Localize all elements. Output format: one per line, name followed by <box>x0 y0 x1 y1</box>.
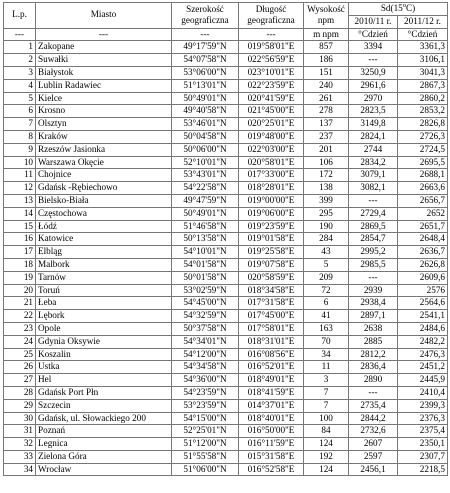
cell-season-1: 3149,8 <box>349 118 398 131</box>
cell-latitude: 54°36'00"N <box>172 374 239 387</box>
header-elevation: Wysokość npm <box>304 3 349 29</box>
cell-longitude: 017°31'58"E <box>239 297 304 310</box>
cell-elevation: 151 <box>304 66 349 79</box>
cell-city: Białystok <box>36 66 172 79</box>
cell-city: Katowice <box>36 233 172 246</box>
cell-longitude: 016°52'58"E <box>239 463 304 476</box>
cell-elevation: 3 <box>304 374 349 387</box>
cell-season-1: 2869,5 <box>349 220 398 233</box>
cell-season-1: 2456,1 <box>349 463 398 476</box>
table-row <box>4 322 448 335</box>
cell-city: Toruń <box>36 284 172 297</box>
cell-lp: 3 <box>4 66 36 79</box>
cell-longitude: 020°58'59"E <box>239 271 304 284</box>
cell-city: Ustka <box>36 361 172 374</box>
cell-city: Koszalin <box>36 348 172 361</box>
cell-city: Malbork <box>36 258 172 271</box>
cell-latitude: 54°01'58"N <box>172 258 239 271</box>
cell-city: Łeba <box>36 297 172 310</box>
cell-latitude: 51°55'58"N <box>172 450 239 463</box>
cell-elevation: 41 <box>304 310 349 323</box>
cell-longitude: 022°03'00"E <box>239 143 304 156</box>
heating-degree-days-table <box>3 2 448 476</box>
cell-longitude: 016°08'56"E <box>239 348 304 361</box>
cell-lp: 30 <box>4 412 36 425</box>
cell-latitude: 49°17'59"N <box>172 41 239 54</box>
cell-latitude: 50°13'58"N <box>172 233 239 246</box>
table-row <box>4 284 448 297</box>
cell-city: Gdynia Oksywie <box>36 335 172 348</box>
cell-elevation: 72 <box>304 284 349 297</box>
cell-season-1: 2823,5 <box>349 105 398 118</box>
cell-elevation: 5 <box>304 258 349 271</box>
unit-season-2: °Cdzień <box>398 28 448 41</box>
table-row <box>4 463 448 476</box>
cell-lp: 27 <box>4 374 36 387</box>
cell-elevation: 7 <box>304 399 349 412</box>
cell-season-2: 3361,3 <box>398 41 448 54</box>
cell-elevation: 163 <box>304 322 349 335</box>
cell-latitude: 50°04'58"N <box>172 130 239 143</box>
cell-latitude: 54°34'58"N <box>172 361 239 374</box>
cell-latitude: 49°47'59"N <box>172 194 239 207</box>
heating-degree-days-table-page <box>3 2 448 476</box>
table-row <box>4 207 448 220</box>
unit-elev: m npm <box>304 28 349 41</box>
cell-season-2: 2648,4 <box>398 233 448 246</box>
cell-season-2: 2626,8 <box>398 258 448 271</box>
cell-season-1: --- <box>349 194 398 207</box>
cell-city: Kielce <box>36 92 172 105</box>
cell-elevation: 34 <box>304 348 349 361</box>
cell-season-1: 2824,1 <box>349 130 398 143</box>
cell-season-2: 2445,9 <box>398 374 448 387</box>
cell-lp: 14 <box>4 207 36 220</box>
cell-season-1: 2885 <box>349 335 398 348</box>
cell-lp: 19 <box>4 271 36 284</box>
table-row <box>4 386 448 399</box>
cell-season-1: 2938,4 <box>349 297 398 310</box>
cell-elevation: 261 <box>304 92 349 105</box>
table-header <box>4 3 448 41</box>
header-season-1: 2010/11 r. <box>349 15 398 28</box>
table-row <box>4 92 448 105</box>
cell-lp: 25 <box>4 348 36 361</box>
unit-city: --- <box>36 28 172 41</box>
cell-city: Wrocław <box>36 463 172 476</box>
cell-season-2: 2564,6 <box>398 297 448 310</box>
cell-elevation: 209 <box>304 271 349 284</box>
table-body <box>4 41 448 476</box>
table-row <box>4 335 448 348</box>
header-longitude: Długość geograficzna <box>239 3 304 29</box>
cell-season-2: 2399,3 <box>398 399 448 412</box>
cell-lp: 12 <box>4 182 36 195</box>
cell-season-2: 2376,3 <box>398 412 448 425</box>
table-row <box>4 182 448 195</box>
cell-longitude: 016°50'00"E <box>239 425 304 438</box>
cell-city: Elbląg <box>36 246 172 259</box>
table-row <box>4 118 448 131</box>
cell-city: Tarnów <box>36 271 172 284</box>
table-row <box>4 258 448 271</box>
cell-latitude: 53°46'01"N <box>172 118 239 131</box>
cell-season-1: 2890 <box>349 374 398 387</box>
cell-city: Bielsko-Biała <box>36 194 172 207</box>
cell-lp: 32 <box>4 438 36 451</box>
cell-latitude: 53°02'59"N <box>172 284 239 297</box>
cell-latitude: 54°22'58"N <box>172 182 239 195</box>
cell-lp: 10 <box>4 156 36 169</box>
cell-season-1: 2597 <box>349 450 398 463</box>
cell-city: Opole <box>36 322 172 335</box>
cell-elevation: 399 <box>304 194 349 207</box>
cell-city: Kraków <box>36 130 172 143</box>
cell-latitude: 52°10'01"N <box>172 156 239 169</box>
cell-longitude: 018°40'01"E <box>239 412 304 425</box>
cell-latitude: 54°23'59"N <box>172 386 239 399</box>
cell-season-1: 3079,1 <box>349 169 398 182</box>
unit-lon: --- <box>239 28 304 41</box>
cell-elevation: 7 <box>304 386 349 399</box>
unit-lat: --- <box>172 28 239 41</box>
cell-season-1: --- <box>349 271 398 284</box>
cell-latitude: 54°34'01"N <box>172 335 239 348</box>
cell-season-1: 2961,6 <box>349 79 398 92</box>
cell-lp: 20 <box>4 284 36 297</box>
cell-elevation: 237 <box>304 130 349 143</box>
cell-city: Szczecin <box>36 399 172 412</box>
cell-longitude: 018°49'01"E <box>239 374 304 387</box>
cell-season-2: 2724,5 <box>398 143 448 156</box>
cell-latitude: 52°25'01"N <box>172 425 239 438</box>
cell-season-1: 2854,7 <box>349 233 398 246</box>
table-row <box>4 361 448 374</box>
table-row <box>4 194 448 207</box>
cell-longitude: 020°58'01"E <box>239 156 304 169</box>
cell-latitude: 49°40'58"N <box>172 105 239 118</box>
units-row <box>4 28 448 41</box>
cell-city: Łódź <box>36 220 172 233</box>
cell-lp: 13 <box>4 194 36 207</box>
table-row <box>4 41 448 54</box>
cell-longitude: 019°01'58"E <box>239 233 304 246</box>
cell-longitude: 021°45'00"E <box>239 105 304 118</box>
cell-city: Zielona Góra <box>36 450 172 463</box>
cell-longitude: 017°33'00"E <box>239 169 304 182</box>
cell-city: Gdańsk -Rębiechowo <box>36 182 172 195</box>
table-row <box>4 246 448 259</box>
cell-latitude: 50°01'58"N <box>172 271 239 284</box>
header-city: Miasto <box>36 3 172 29</box>
cell-latitude: 50°49'01"N <box>172 207 239 220</box>
cell-season-1: 2897,1 <box>349 310 398 323</box>
cell-lp: 6 <box>4 105 36 118</box>
cell-lp: 9 <box>4 143 36 156</box>
cell-latitude: 54°12'00"N <box>172 348 239 361</box>
cell-city: Hel <box>36 374 172 387</box>
cell-season-2: 3041,3 <box>398 66 448 79</box>
cell-longitude: 018°31'01"E <box>239 335 304 348</box>
unit-season-1: °Cdzień <box>349 28 398 41</box>
table-row <box>4 374 448 387</box>
table-row <box>4 143 448 156</box>
cell-longitude: 019°58'01"E <box>239 41 304 54</box>
cell-season-2: 2476,3 <box>398 348 448 361</box>
cell-latitude: 51°06'00"N <box>172 463 239 476</box>
cell-season-2: 2636,7 <box>398 246 448 259</box>
cell-city: Warszawa Okęcie <box>36 156 172 169</box>
cell-longitude: 014°37'01"E <box>239 399 304 412</box>
cell-latitude: 51°12'00"N <box>172 438 239 451</box>
cell-season-2: 2826,8 <box>398 118 448 131</box>
cell-longitude: 019°00'00"E <box>239 194 304 207</box>
cell-lp: 4 <box>4 79 36 92</box>
table-row <box>4 169 448 182</box>
cell-elevation: 137 <box>304 118 349 131</box>
cell-longitude: 019°25'58"E <box>239 246 304 259</box>
cell-latitude: 54°32'59"N <box>172 310 239 323</box>
cell-season-1: 2607 <box>349 438 398 451</box>
cell-city: Chojnice <box>36 169 172 182</box>
cell-season-2: 2663,6 <box>398 182 448 195</box>
cell-latitude: 51°13'01"N <box>172 79 239 92</box>
cell-elevation: 84 <box>304 425 349 438</box>
cell-season-2: 2656,7 <box>398 194 448 207</box>
cell-season-1: --- <box>349 54 398 67</box>
cell-city: Legnica <box>36 438 172 451</box>
cell-season-1: 2844,2 <box>349 412 398 425</box>
cell-elevation: 201 <box>304 143 349 156</box>
table-row <box>4 348 448 361</box>
cell-season-2: 2726,3 <box>398 130 448 143</box>
cell-city: Olsztyn <box>36 118 172 131</box>
cell-longitude: 015°31'58"E <box>239 450 304 463</box>
cell-lp: 28 <box>4 386 36 399</box>
cell-elevation: 172 <box>304 169 349 182</box>
cell-longitude: 019°06'00"E <box>239 207 304 220</box>
cell-lp: 26 <box>4 361 36 374</box>
cell-season-1: --- <box>349 386 398 399</box>
cell-season-2: 2307,7 <box>398 450 448 463</box>
cell-latitude: 53°23'59"N <box>172 399 239 412</box>
cell-season-1: 3250,9 <box>349 66 398 79</box>
cell-lp: 29 <box>4 399 36 412</box>
cell-longitude: 020°25'01"E <box>239 118 304 131</box>
cell-lp: 21 <box>4 297 36 310</box>
cell-elevation: 857 <box>304 41 349 54</box>
header-sd-suffix: C) <box>406 3 416 13</box>
cell-longitude: 017°58'01"E <box>239 322 304 335</box>
table-row <box>4 66 448 79</box>
cell-elevation: 192 <box>304 450 349 463</box>
cell-season-1: 2939 <box>349 284 398 297</box>
cell-season-2: 2688,1 <box>398 169 448 182</box>
cell-season-2: 2651,7 <box>398 220 448 233</box>
cell-longitude: 016°52'01"E <box>239 361 304 374</box>
cell-season-1: 2985,5 <box>349 258 398 271</box>
cell-city: Poznań <box>36 425 172 438</box>
cell-city: Gdańsk Port Płn <box>36 386 172 399</box>
cell-latitude: 54°10'01"N <box>172 246 239 259</box>
cell-season-2: 2853,2 <box>398 105 448 118</box>
cell-season-1: 2970 <box>349 92 398 105</box>
cell-longitude: 020°41'59"E <box>239 92 304 105</box>
cell-latitude: 53°06'00"N <box>172 66 239 79</box>
cell-lp: 1 <box>4 41 36 54</box>
cell-city: Zakopane <box>36 41 172 54</box>
cell-season-2: 2484,6 <box>398 322 448 335</box>
cell-lp: 18 <box>4 258 36 271</box>
header-season-2: 2011/12 r. <box>398 15 448 28</box>
cell-longitude: 016°11'59"E <box>239 438 304 451</box>
cell-season-2: 2541,1 <box>398 310 448 323</box>
cell-longitude: 022°23'59"E <box>239 79 304 92</box>
cell-season-1: 2836,4 <box>349 361 398 374</box>
table-row <box>4 412 448 425</box>
cell-season-2: 2375,4 <box>398 425 448 438</box>
cell-season-2: 2451,2 <box>398 361 448 374</box>
cell-latitude: 50°49'01"N <box>172 92 239 105</box>
cell-lp: 23 <box>4 322 36 335</box>
cell-season-1: 2735,4 <box>349 399 398 412</box>
cell-lp: 34 <box>4 463 36 476</box>
cell-season-1: 2744 <box>349 143 398 156</box>
cell-longitude: 019°07'58"E <box>239 258 304 271</box>
cell-season-2: 2609,6 <box>398 271 448 284</box>
cell-season-2: 2860,2 <box>398 92 448 105</box>
cell-lp: 15 <box>4 220 36 233</box>
cell-elevation: 138 <box>304 182 349 195</box>
cell-season-1: 2729,4 <box>349 207 398 220</box>
cell-elevation: 43 <box>304 246 349 259</box>
table-row <box>4 233 448 246</box>
table-row <box>4 105 448 118</box>
cell-elevation: 186 <box>304 54 349 67</box>
table-row <box>4 399 448 412</box>
header-lp: L.p. <box>4 3 36 29</box>
cell-lp: 17 <box>4 246 36 259</box>
cell-longitude: 023°10'01"E <box>239 66 304 79</box>
cell-longitude: 019°48'00"E <box>239 130 304 143</box>
header-sd-degree: o <box>402 2 407 9</box>
cell-latitude: 50°06'00"N <box>172 143 239 156</box>
table-row <box>4 79 448 92</box>
cell-season-2: 2695,5 <box>398 156 448 169</box>
table-row <box>4 54 448 67</box>
cell-season-2: 2218,5 <box>398 463 448 476</box>
cell-lp: 16 <box>4 233 36 246</box>
cell-season-1: 2834,2 <box>349 156 398 169</box>
cell-season-2: 2576 <box>398 284 448 297</box>
cell-city: Rzeszów Jasionka <box>36 143 172 156</box>
cell-elevation: 106 <box>304 156 349 169</box>
cell-elevation: 240 <box>304 79 349 92</box>
cell-season-1: 3394 <box>349 41 398 54</box>
cell-season-1: 3082,1 <box>349 182 398 195</box>
cell-season-2: 3106,1 <box>398 54 448 67</box>
cell-elevation: 124 <box>304 463 349 476</box>
table-row <box>4 220 448 233</box>
cell-lp: 2 <box>4 54 36 67</box>
cell-longitude: 018°28'01"E <box>239 182 304 195</box>
cell-latitude: 54°45'00"N <box>172 297 239 310</box>
table-row <box>4 156 448 169</box>
cell-season-1: 2812,2 <box>349 348 398 361</box>
cell-latitude: 54°07'58"N <box>172 54 239 67</box>
cell-season-1: 2638 <box>349 322 398 335</box>
cell-season-2: 2652 <box>398 207 448 220</box>
table-row <box>4 130 448 143</box>
cell-lp: 22 <box>4 310 36 323</box>
cell-season-2: 2410,4 <box>398 386 448 399</box>
cell-longitude: 017°45'00"E <box>239 310 304 323</box>
cell-lp: 24 <box>4 335 36 348</box>
cell-elevation: 11 <box>304 361 349 374</box>
cell-latitude: 53°43'01"N <box>172 169 239 182</box>
cell-season-1: 2732,6 <box>349 425 398 438</box>
header-sd-prefix: Sd(15 <box>380 3 403 13</box>
cell-season-2: 2482,2 <box>398 335 448 348</box>
cell-lp: 33 <box>4 450 36 463</box>
cell-city: Lublin Radawiec <box>36 79 172 92</box>
table-row <box>4 297 448 310</box>
header-sd <box>349 3 448 16</box>
cell-longitude: 022°56'59"E <box>239 54 304 67</box>
cell-city: Krosno <box>36 105 172 118</box>
table-row <box>4 438 448 451</box>
cell-city: Suwałki <box>36 54 172 67</box>
table-row <box>4 450 448 463</box>
cell-longitude: 019°23'59"E <box>239 220 304 233</box>
table-row <box>4 425 448 438</box>
cell-city: Lębork <box>36 310 172 323</box>
cell-lp: 5 <box>4 92 36 105</box>
cell-season-1: 2995,2 <box>349 246 398 259</box>
cell-latitude: 50°37'58"N <box>172 322 239 335</box>
table-row <box>4 310 448 323</box>
cell-elevation: 295 <box>304 207 349 220</box>
cell-elevation: 100 <box>304 412 349 425</box>
unit-lp: --- <box>4 28 36 41</box>
cell-city: Częstochowa <box>36 207 172 220</box>
cell-season-2: 2350,1 <box>398 438 448 451</box>
cell-elevation: 284 <box>304 233 349 246</box>
cell-elevation: 124 <box>304 438 349 451</box>
cell-elevation: 278 <box>304 105 349 118</box>
cell-lp: 31 <box>4 425 36 438</box>
cell-lp: 11 <box>4 169 36 182</box>
cell-longitude: 018°34'58"E <box>239 284 304 297</box>
cell-latitude: 51°46'58"N <box>172 220 239 233</box>
cell-latitude: 54°15'00"N <box>172 412 239 425</box>
cell-lp: 8 <box>4 130 36 143</box>
cell-lp: 7 <box>4 118 36 131</box>
cell-elevation: 190 <box>304 220 349 233</box>
cell-city: Gdańsk, ul. Słowackiego 200 <box>36 412 172 425</box>
cell-longitude: 018°41'59"E <box>239 386 304 399</box>
header-latitude: Szerokość geograficzna <box>172 3 239 29</box>
table-row <box>4 271 448 284</box>
cell-elevation: 6 <box>304 297 349 310</box>
cell-elevation: 70 <box>304 335 349 348</box>
cell-season-2: 2867,3 <box>398 79 448 92</box>
header-row <box>4 3 448 16</box>
